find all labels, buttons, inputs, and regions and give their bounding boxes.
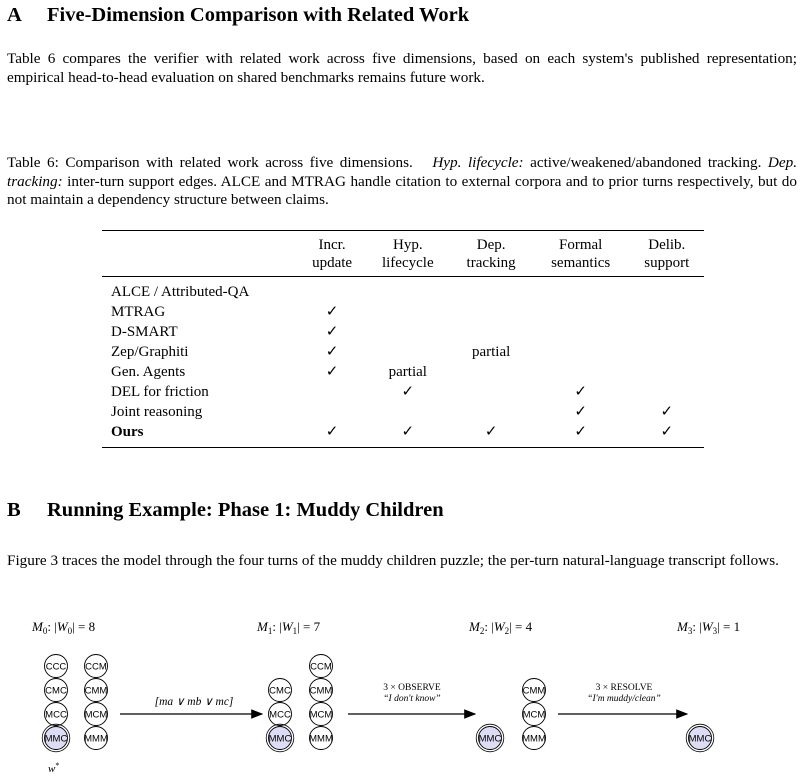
svg-text:CMM: CMM: [84, 685, 108, 697]
svg-text:CCC: CCC: [45, 661, 67, 673]
comparison-table: [102, 230, 704, 448]
cell-formal-semantics: [532, 323, 630, 343]
cell-dep-tracking: [450, 403, 531, 423]
world-node: [42, 724, 70, 752]
table-header-row: [102, 231, 704, 277]
world-node: [309, 727, 333, 750]
cell-dep-tracking: partial: [471, 344, 511, 361]
system-name-cell: Ours: [111, 424, 144, 441]
svg-text:MMM: MMM: [309, 733, 333, 745]
table-row: [102, 403, 704, 423]
table-row: [102, 343, 704, 363]
system-name-cell: MTRAG: [111, 304, 166, 321]
resolve-quote: “I'm muddy/clean”: [587, 694, 661, 704]
cell-hyp-lifecycle: [365, 343, 450, 363]
svg-text:MMM: MMM: [84, 733, 108, 745]
cell-formal-semantics: ✓: [574, 424, 587, 441]
cell-hyp-lifecycle: ✓: [401, 424, 415, 441]
world-node: [85, 679, 108, 702]
table-row: [102, 277, 704, 304]
svg-text:MCM: MCM: [522, 709, 546, 721]
system-name-cell: D-SMART: [111, 324, 178, 341]
system-name-cell: ALCE / Attributed-QA: [111, 284, 250, 301]
svg-text:CMM: CMM: [522, 685, 546, 697]
svg-text:CMC: CMC: [45, 685, 67, 697]
svg-text:MCM: MCM: [309, 709, 333, 721]
table-body: [102, 277, 704, 448]
world-node: [522, 727, 546, 750]
kripke-model-figure: [7, 610, 804, 780]
header-empty: [102, 231, 299, 277]
world-node: [85, 655, 108, 678]
cell-incr-update: [299, 277, 365, 304]
cell-dep-tracking: ✓: [484, 424, 498, 441]
table-row: [102, 303, 704, 323]
cell-incr-update: ✓: [325, 364, 339, 381]
cell-hyp-lifecycle: [365, 403, 450, 423]
cell-dep-tracking: [450, 363, 531, 383]
world-node: [266, 724, 294, 752]
svg-text:MCC: MCC: [269, 709, 291, 721]
cell-hyp-lifecycle: [365, 277, 450, 304]
cell-formal-semantics: ✓: [574, 404, 587, 421]
cell-delib-support: [630, 383, 704, 403]
world-node: [45, 703, 68, 726]
header-incr-update: Incr. update: [312, 237, 353, 271]
world-node: [686, 724, 714, 752]
world-node: [310, 703, 333, 726]
world-node: [45, 679, 68, 702]
model-header: $M_0$: $|W_0| = 8$: [32, 619, 96, 636]
cell-hyp-lifecycle: ✓: [401, 384, 415, 401]
svg-text:MMC: MMC: [268, 733, 292, 745]
section-a-heading: A Five-Dimension Comparison with Related Work: [7, 4, 470, 26]
cell-incr-update: ✓: [325, 304, 339, 321]
world-node: [310, 679, 333, 702]
cell-formal-semantics: [532, 303, 630, 323]
cell-incr-update: ✓: [325, 324, 339, 341]
cell-delib-support: [630, 343, 704, 363]
cell-hyp-lifecycle: partial: [388, 364, 427, 381]
svg-text:MCM: MCM: [84, 709, 108, 721]
world-node: [310, 655, 333, 678]
observe-label: 3 × OBSERVE: [383, 683, 441, 693]
header-hyp-lifecycle: Hyp. lifecycle: [381, 237, 434, 271]
section-a-intro: Table 6 compares the verifier with related work across five dimensions, based on each system's published representation; empirical head-to-head evaluation on shared benchmarks remains future work.: [7, 50, 797, 86]
cell-delib-support: ✓: [660, 424, 674, 441]
svg-text:CMC: CMC: [269, 685, 291, 697]
cell-formal-semantics: [532, 363, 630, 383]
cell-delib-support: [630, 277, 704, 304]
actual-world-label: w*: [48, 761, 60, 775]
cell-delib-support: ✓: [660, 404, 674, 421]
system-name-cell: Joint reasoning: [111, 404, 203, 421]
world-node: [85, 703, 108, 726]
world-node: [523, 679, 546, 702]
cell-hyp-lifecycle: [365, 323, 450, 343]
header-formal-semantics: Formal semantics: [551, 237, 611, 271]
observe-quote: “I don't know”: [383, 694, 441, 704]
svg-text:MMM: MMM: [522, 733, 546, 745]
cell-formal-semantics: ✓: [574, 384, 587, 401]
world-node: [45, 655, 68, 678]
cell-delib-support: [630, 303, 704, 323]
table-caption: Table 6: Comparison with related work across five dimensions. Hyp. lifecycle: active/weakened/abandoned tracking. Dep. tracking: inter-turn support edges. ALCE and MTRAG handle citation to external corpora and to prior turns respectively, but do not maintain a dependency structure between claims.: [7, 154, 797, 209]
system-name-cell: Zep/Graphiti: [111, 344, 189, 361]
resolve-label: 3 × RESOLVE: [595, 683, 653, 693]
section-b-intro: Figure 3 traces the model through the four turns of the muddy children puzzle; the per-turn natural-language transcript follows.: [7, 552, 779, 569]
header-delib-support: Delib. support: [644, 237, 690, 271]
svg-text:CCM: CCM: [310, 661, 332, 673]
world-node: [269, 679, 292, 702]
cell-formal-semantics: [532, 277, 630, 304]
world-node: [476, 724, 504, 752]
cell-incr-update: ✓: [325, 424, 339, 441]
cell-formal-semantics: [532, 343, 630, 363]
cell-delib-support: [630, 323, 704, 343]
world-node: [269, 703, 292, 726]
cell-delib-support: [630, 363, 704, 383]
table-row: [102, 323, 704, 343]
cell-dep-tracking: [450, 303, 531, 323]
announcement-label: [ma ∨ mb ∨ mc]: [154, 696, 234, 708]
svg-text:MMC: MMC: [478, 733, 502, 745]
table-row: [102, 363, 704, 383]
world-node: [84, 727, 108, 750]
svg-text:CCM: CCM: [85, 661, 107, 673]
header-dep-tracking: Dep. tracking: [466, 237, 516, 271]
svg-text:MMC: MMC: [44, 733, 68, 745]
cell-dep-tracking: [450, 277, 531, 304]
cell-dep-tracking: [450, 323, 531, 343]
svg-text:MMC: MMC: [688, 733, 712, 745]
cell-incr-update: [299, 383, 365, 403]
section-b-heading: B Running Example: Phase 1: Muddy Children: [7, 499, 444, 521]
svg-text:CMM: CMM: [309, 685, 333, 697]
cell-incr-update: ✓: [325, 344, 339, 361]
system-name-cell: DEL for friction: [111, 384, 209, 401]
cell-dep-tracking: [450, 383, 531, 403]
table-row: [102, 423, 704, 448]
world-node: [523, 703, 546, 726]
system-name-cell: Gen. Agents: [111, 364, 186, 381]
model-header: $M_1$: $|W_1| = 7$: [257, 619, 321, 636]
svg-text:MCC: MCC: [45, 709, 67, 721]
cell-incr-update: [299, 403, 365, 423]
model-header: $M_3$: $|W_3| = 1$: [677, 619, 741, 636]
cell-hyp-lifecycle: [365, 303, 450, 323]
table-row: [102, 383, 704, 403]
model-header: $M_2$: $|W_2| = 4$: [469, 619, 533, 636]
